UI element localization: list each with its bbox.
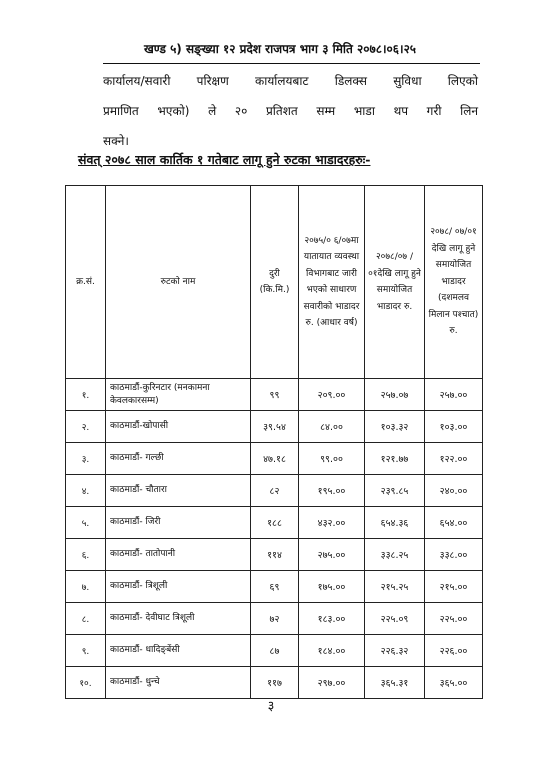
rounded-fare-cell: २५७.०० [425, 379, 483, 411]
distance-cell: ८२ [251, 475, 299, 507]
table-row [66, 507, 483, 539]
header-serial: क्र.सं. [66, 186, 106, 379]
base-fare-cell: २०९.०० [299, 379, 365, 411]
table-row [66, 411, 483, 443]
route-name-cell: काठमाडौं- धुन्चे [106, 667, 251, 699]
fare-rate-table [65, 185, 483, 699]
gazette-header: खण्ड ५) सङ्ख्या १२ प्रदेश राजपत्र भाग ३ मिति २०७८।०६।२५ [143, 42, 417, 56]
header-rule [103, 63, 480, 64]
table-row [66, 379, 483, 411]
adjusted-fare-cell: २२६.३२ [365, 635, 425, 667]
rounded-fare-cell: ६५४.०० [425, 507, 483, 539]
route-name-cell: काठमाडौं- देवीघाट त्रिशूली [106, 603, 251, 635]
header-route-name: रुटको नाम [106, 186, 251, 379]
rounded-fare-cell: १०३.०० [425, 411, 483, 443]
table-row [66, 603, 483, 635]
adjusted-fare-cell: २३९.८५ [365, 475, 425, 507]
rounded-fare-cell: ३६५.०० [425, 667, 483, 699]
base-fare-cell: १७५.०० [299, 571, 365, 603]
serial-cell: ९. [66, 635, 106, 667]
base-fare-cell: २७५.०० [299, 539, 365, 571]
adjusted-fare-cell: १०३.३२ [365, 411, 425, 443]
distance-cell: ७२ [251, 603, 299, 635]
serial-cell: १०. [66, 667, 106, 699]
rounded-fare-cell: २२६.०० [425, 635, 483, 667]
rounded-fare-cell: २२५.०० [425, 603, 483, 635]
base-fare-cell: १९५.०० [299, 475, 365, 507]
adjusted-fare-cell: १२१.७७ [365, 443, 425, 475]
table-row [66, 443, 483, 475]
serial-cell: ८. [66, 603, 106, 635]
table-row [66, 635, 483, 667]
route-name-cell: काठमाडौं-खोपासी [106, 411, 251, 443]
serial-cell: ५. [66, 507, 106, 539]
distance-cell: ९९ [251, 379, 299, 411]
table-row [66, 539, 483, 571]
serial-cell: ३. [66, 443, 106, 475]
base-fare-cell: १८३.०० [299, 603, 365, 635]
route-name-cell: काठमाडौं- धादिङ्बेंसी [106, 635, 251, 667]
paragraph-line-3: सक्ने। [103, 134, 129, 148]
distance-cell: ३९.५४ [251, 411, 299, 443]
header-rounded-fare: २०७८/ ०७/०१ देखि लागू हुने समायोजित भाडादर (दशमलव मिलान पश्चात) रु. [425, 186, 483, 379]
rounded-fare-cell: २४०.०० [425, 475, 483, 507]
serial-cell: २. [66, 411, 106, 443]
route-name-cell: काठमाडौं-कुरिनटार (मनकामना केवलकारसम्म) [106, 379, 251, 411]
route-name-cell: काठमाडौं- गल्छी [106, 443, 251, 475]
distance-cell: ६९ [251, 571, 299, 603]
distance-cell: ११४ [251, 539, 299, 571]
distance-cell: ८७ [251, 635, 299, 667]
route-name-cell: काठमाडौं- त्रिशूली [106, 571, 251, 603]
distance-cell: ४७.१८ [251, 443, 299, 475]
adjusted-fare-cell: २२५.०९ [365, 603, 425, 635]
serial-cell: ६. [66, 539, 106, 571]
serial-cell: ४. [66, 475, 106, 507]
base-fare-cell: ९९.०० [299, 443, 365, 475]
adjusted-fare-cell: ३३८.२५ [365, 539, 425, 571]
header-distance: दुरी (कि.मि.) [251, 186, 299, 379]
table-header-row [66, 186, 483, 379]
rounded-fare-cell: २१५.०० [425, 571, 483, 603]
adjusted-fare-cell: २५७.०७ [365, 379, 425, 411]
base-fare-cell: १८४.०० [299, 635, 365, 667]
page-number: ३ [267, 699, 275, 714]
distance-cell: ११७ [251, 667, 299, 699]
serial-cell: १. [66, 379, 106, 411]
table-row [66, 667, 483, 699]
header-adjusted-fare: २०७८/०७ /०१देखि लागू हुने समायोजित भाडादर रु. [365, 186, 425, 379]
paragraph-line-2: प्रमाणित भएको) ले २० प्रतिशत सम्म भाडा थप गरी लिन [103, 104, 478, 118]
paragraph-line-1: कार्यालय/सवारी परिक्षण कार्यालयबाट डिलक्स सुविधा लिएको [103, 74, 478, 88]
adjusted-fare-cell: २१५.२५ [365, 571, 425, 603]
table-row [66, 571, 483, 603]
serial-cell: ७. [66, 571, 106, 603]
adjusted-fare-cell: ३६५.३१ [365, 667, 425, 699]
base-fare-cell: ४३२.०० [299, 507, 365, 539]
rounded-fare-cell: १२२.०० [425, 443, 483, 475]
intro-paragraph [103, 66, 478, 156]
adjusted-fare-cell: ६५४.३६ [365, 507, 425, 539]
rounded-fare-cell: ३३८.०० [425, 539, 483, 571]
distance-cell: १८८ [251, 507, 299, 539]
header-base-fare: २०७५/० ६/०७मा यातायात व्यवस्था विभागबाट जारी भएको साधारण सवारीको भाडादर रु. (आधार वर्ष) [299, 186, 365, 379]
section-subheading: संवत् २०७८ साल कार्तिक १ गतेबाट लागू हुने रुटका भाडादरहरुः- [78, 152, 371, 167]
table-row [66, 475, 483, 507]
route-name-cell: काठमाडौं- तातोपानी [106, 539, 251, 571]
route-name-cell: काठमाडौं- जिरी [106, 507, 251, 539]
base-fare-cell: २९७.०० [299, 667, 365, 699]
route-name-cell: काठमाडौं- चौतारा [106, 475, 251, 507]
base-fare-cell: ८४.०० [299, 411, 365, 443]
